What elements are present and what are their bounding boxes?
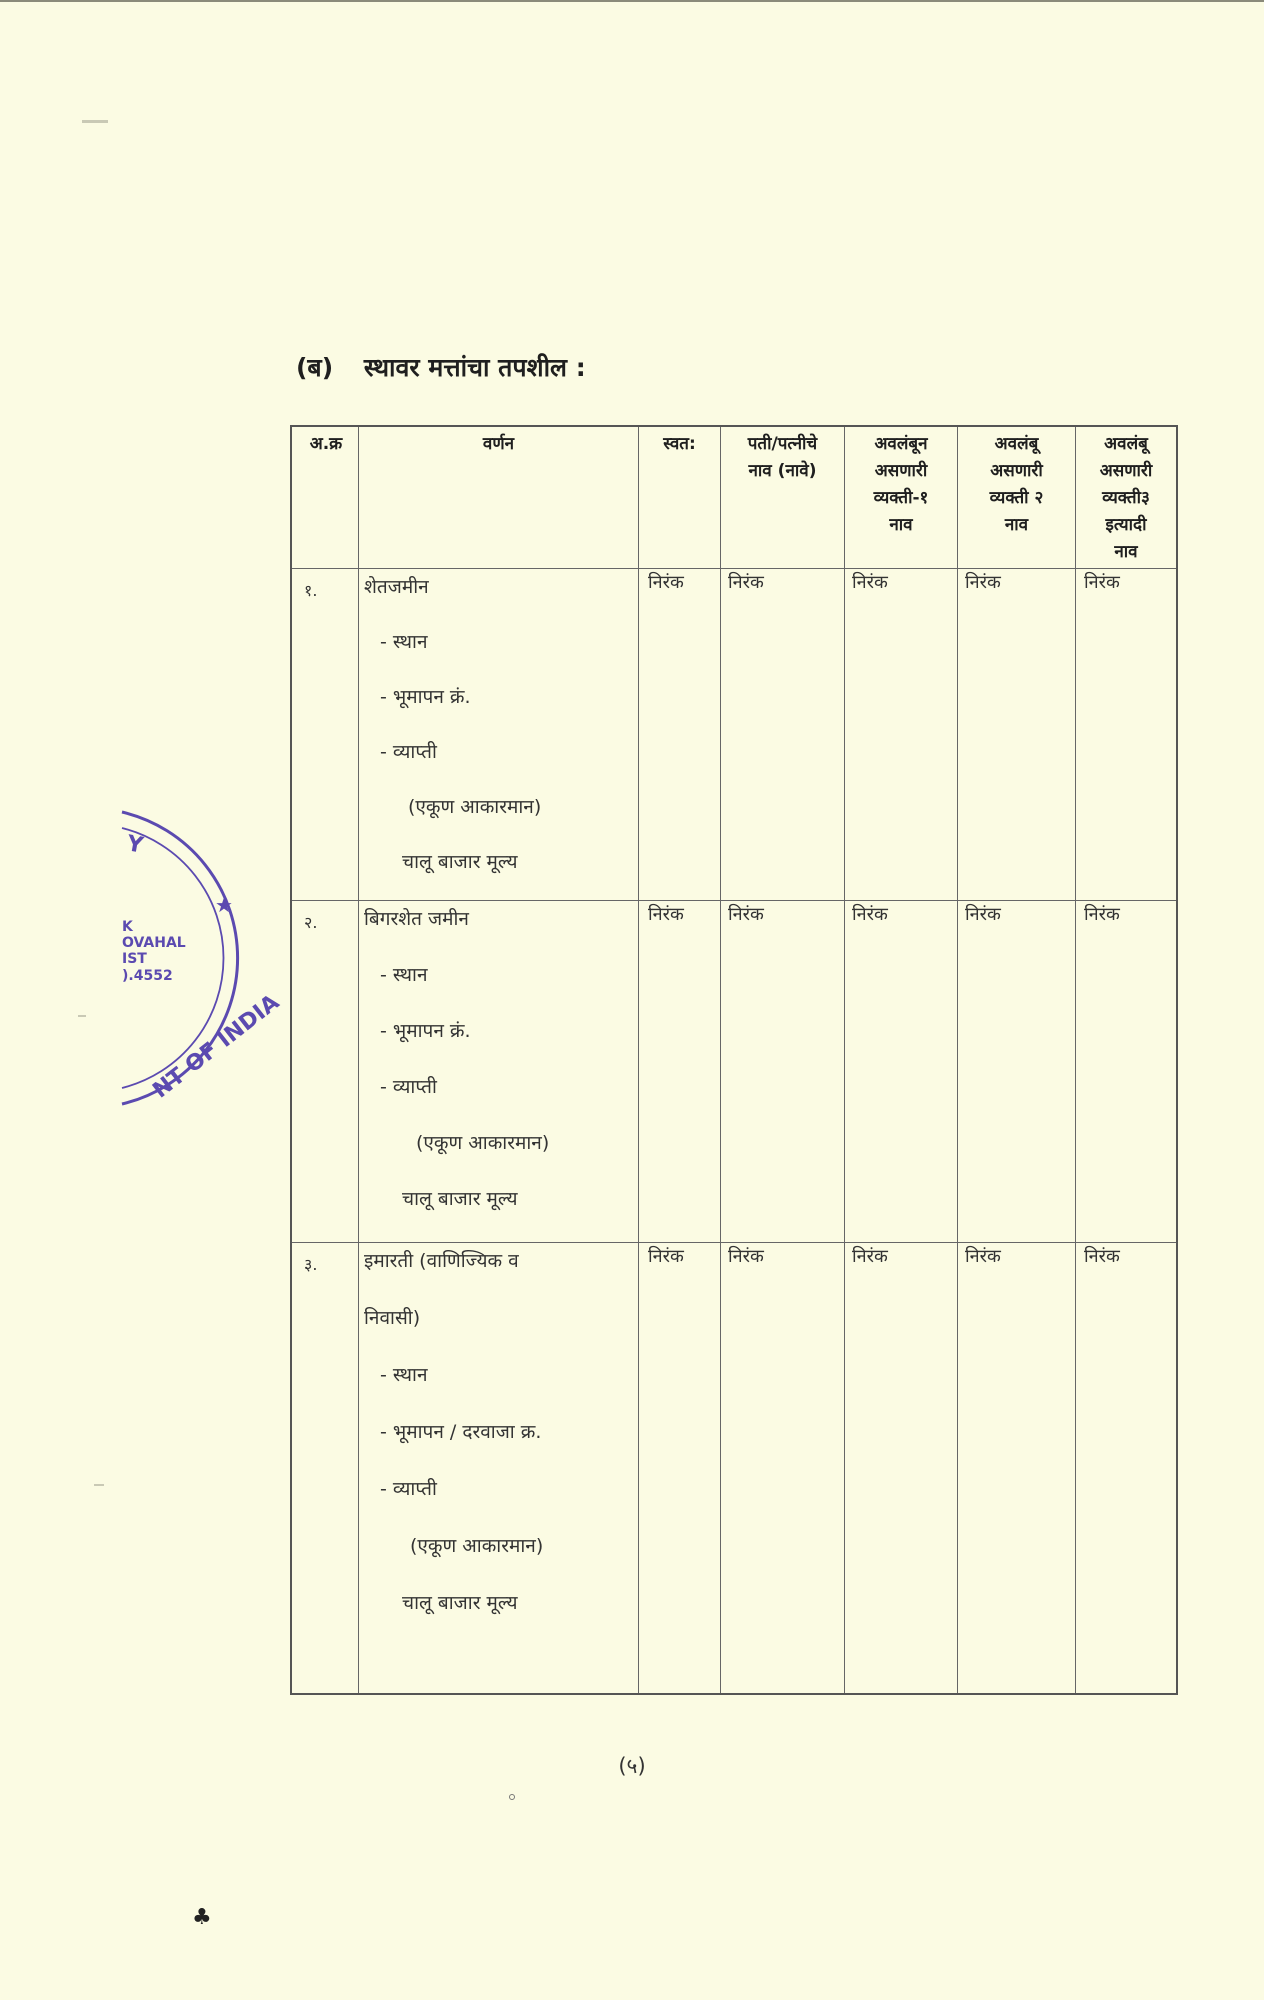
header-line: व्यक्ती २ — [989, 488, 1044, 508]
value-self: निरंक — [648, 904, 684, 925]
desc-line: (एकूण आकारमान) — [408, 796, 542, 818]
header-line: असणारी — [1099, 461, 1153, 481]
desc-line: इमारती (वाणिज्यिक व — [364, 1250, 519, 1272]
value-dependent-2: निरंक — [965, 572, 1001, 593]
value-dependent-3: निरंक — [1084, 572, 1120, 593]
value-self: निरंक — [648, 572, 684, 593]
desc-line: - व्याप्ती — [380, 1076, 437, 1098]
header-dependent-2 — [958, 431, 1075, 539]
header-line: स्वत: — [663, 434, 696, 454]
desc-line: - स्थान — [380, 964, 428, 986]
value-dependent-3: निरंक — [1084, 1246, 1120, 1267]
header-line: व्यक्ती-१ — [873, 488, 929, 508]
header-spouse — [721, 431, 844, 485]
value-self: निरंक — [648, 1246, 684, 1267]
stamp-text-line: ).4552 — [122, 968, 173, 984]
value-spouse: निरंक — [728, 572, 764, 593]
section-label: (ब) — [296, 353, 334, 382]
desc-line: - भूमापन / दरवाजा क्र. — [380, 1421, 542, 1443]
row-divider — [292, 900, 1176, 901]
desc-line: (एकूण आकारमान) — [416, 1132, 550, 1154]
header-sr-no — [294, 431, 358, 458]
col-divider — [720, 427, 721, 1693]
value-dependent-1: निरंक — [852, 572, 888, 593]
row-number: २. — [304, 913, 318, 932]
header-line: अवलंबू — [994, 434, 1039, 454]
col-divider — [358, 427, 359, 1693]
header-line: अ.क्र — [309, 434, 343, 454]
desc-line: चालू बाजार मूल्य — [402, 1188, 518, 1210]
header-line: नाव (नावे) — [748, 461, 817, 481]
header-line: नाव — [889, 515, 913, 535]
row-number: १. — [304, 581, 318, 600]
col-divider — [1075, 427, 1076, 1693]
header-line: व्यक्ती३ — [1102, 488, 1150, 508]
value-dependent-2: निरंक — [965, 904, 1001, 925]
desc-line: (एकूण आकारमान) — [410, 1535, 544, 1557]
header-self — [639, 431, 720, 458]
stamp-text-top: Y — [124, 831, 145, 859]
value-dependent-1: निरंक — [852, 904, 888, 925]
header-dependent-3 — [1076, 431, 1176, 566]
value-dependent-1: निरंक — [852, 1246, 888, 1267]
assets-table — [290, 425, 1178, 1695]
paper-speck — [82, 120, 108, 123]
paper-speck — [78, 1015, 86, 1017]
small-dot — [509, 1794, 515, 1800]
row-number: ३. — [304, 1255, 318, 1274]
desc-line: बिगरशेत जमीन — [364, 908, 469, 930]
value-spouse: निरंक — [728, 904, 764, 925]
header-line: पती/पत्नीचे — [747, 434, 818, 454]
desc-line: - स्थान — [380, 1364, 428, 1386]
value-spouse: निरंक — [728, 1246, 764, 1267]
header-line: नाव — [1114, 542, 1138, 562]
desc-line: निवासी) — [364, 1307, 421, 1329]
section-title: स्थावर मत्तांचा तपशील : — [363, 353, 586, 382]
header-dependent-1 — [845, 431, 957, 539]
row-divider — [292, 568, 1176, 569]
value-dependent-3: निरंक — [1084, 904, 1120, 925]
value-dependent-2: निरंक — [965, 1246, 1001, 1267]
desc-line: - स्थान — [380, 631, 428, 653]
header-description — [359, 431, 638, 458]
star-icon: ★ — [215, 893, 233, 917]
header-line: असणारी — [990, 461, 1043, 481]
stamp-text-line: OVAHAL — [122, 935, 186, 951]
ink-mark: ♣ — [192, 1905, 212, 1930]
desc-line: चालू बाजार मूल्य — [402, 851, 518, 873]
page-number: (५) — [618, 1754, 646, 1778]
desc-line: - व्याप्ती — [380, 741, 437, 763]
stamp-text-line: IST — [122, 951, 147, 967]
desc-line: चालू बाजार मूल्य — [402, 1592, 518, 1614]
paper-speck — [94, 1484, 104, 1486]
header-line: अवलंबून — [874, 434, 928, 454]
header-line: अवलंबू — [1104, 434, 1148, 454]
desc-line: - भूमापन क्रं. — [380, 1020, 471, 1042]
stamp-text-line: K — [122, 919, 133, 935]
row-divider — [292, 1242, 1176, 1243]
header-line: असणारी — [874, 461, 928, 481]
desc-line: - व्याप्ती — [380, 1478, 437, 1500]
stamp-text-bottom: NT OF INDIA — [148, 989, 285, 1104]
header-line: वर्णन — [482, 434, 515, 454]
col-divider — [638, 427, 639, 1693]
desc-line: - भूमापन क्रं. — [380, 686, 471, 708]
col-divider — [844, 427, 845, 1693]
section-heading — [296, 350, 586, 384]
top-edge-line — [0, 0, 1264, 2]
header-line: इत्यादी — [1105, 515, 1147, 535]
desc-line: शेतजमीन — [364, 576, 429, 598]
col-divider — [957, 427, 958, 1693]
header-line: नाव — [1004, 515, 1029, 535]
official-stamp — [60, 800, 285, 1116]
